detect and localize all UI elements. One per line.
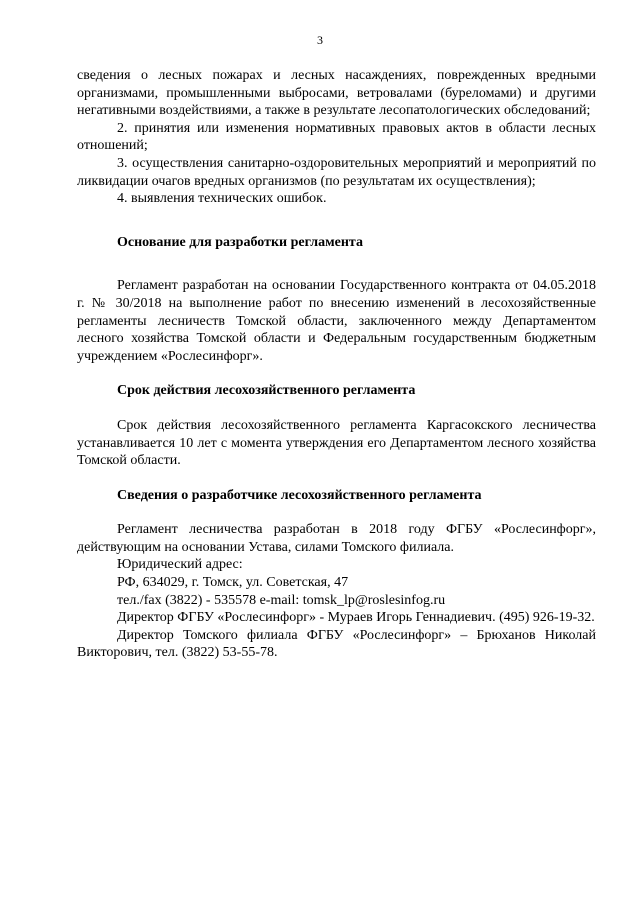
list-item-4: 4. выявления технических ошибок. — [117, 191, 327, 207]
contacts-line: тел./fax (3822) - 535578 e-mail: tomsk_lp@roslesinfog.ru — [117, 592, 446, 608]
list-continuation-paragraph: сведения о лесных пожарах и лесных насаждениях, поврежденных вредными организмами, промышленными выбросами, ветровалами (буреломами) и другими негативными воздействиями, а также в результате лесопатологических обследований; — [77, 68, 596, 119]
document-body — [77, 67, 596, 662]
page-number: 3 — [317, 33, 323, 47]
paragraph-basis: Регламент разработан на основании Государственного контракта от 04.05.2018 г. № 30/2018 на выполнение работ по внесению изменений в лесохозяйственные регламенты лесничеств Томской области, заключенного между Департаментом лесного хозяйства Томской области и Федеральным государственным бюджетным учреждением «Рослесинфорг». — [77, 278, 596, 364]
legal-address-label: Юридический адрес: — [117, 557, 243, 573]
paragraph-term: Срок действия лесохозяйственного регламента Каргасокского лесничества устанавливается 10 лет с момента утверждения его Департаментом лесного хозяйства Томской области. — [77, 417, 596, 469]
director-line: Директор ФГБУ «Рослесинфорг» - Мураев Игорь Геннадиевич. (495) 926-19-32. — [117, 610, 595, 626]
heading-term: Срок действия лесохозяйственного регламента — [117, 383, 416, 399]
heading-developer: Сведения о разработчике лесохозяйственного регламента — [117, 487, 482, 503]
legal-address: РФ, 634029, г. Томск, ул. Советская, 47 — [117, 575, 349, 591]
branch-director-line: Директор Томского филиала ФГБУ «Рослесинфорг» – Брюханов Николай Викторович, тел. (3822) 53-55-78. — [77, 627, 596, 661]
list-item-2: 2. принятия или изменения нормативных правовых актов в области лесных отношений; — [77, 120, 596, 154]
list-item-3: 3. осуществления санитарно-оздоровительных мероприятий и мероприятий по ликвидации очагов вредных организмов (по результатам их осуществления); — [77, 155, 596, 189]
paragraph-developer-intro: Регламент лесничества разработан в 2018 году ФГБУ «Рослесинфорг», действующим на основании Устава, силами Томского филиала. — [77, 522, 596, 555]
heading-basis: Основание для разработки регламента — [117, 234, 363, 250]
